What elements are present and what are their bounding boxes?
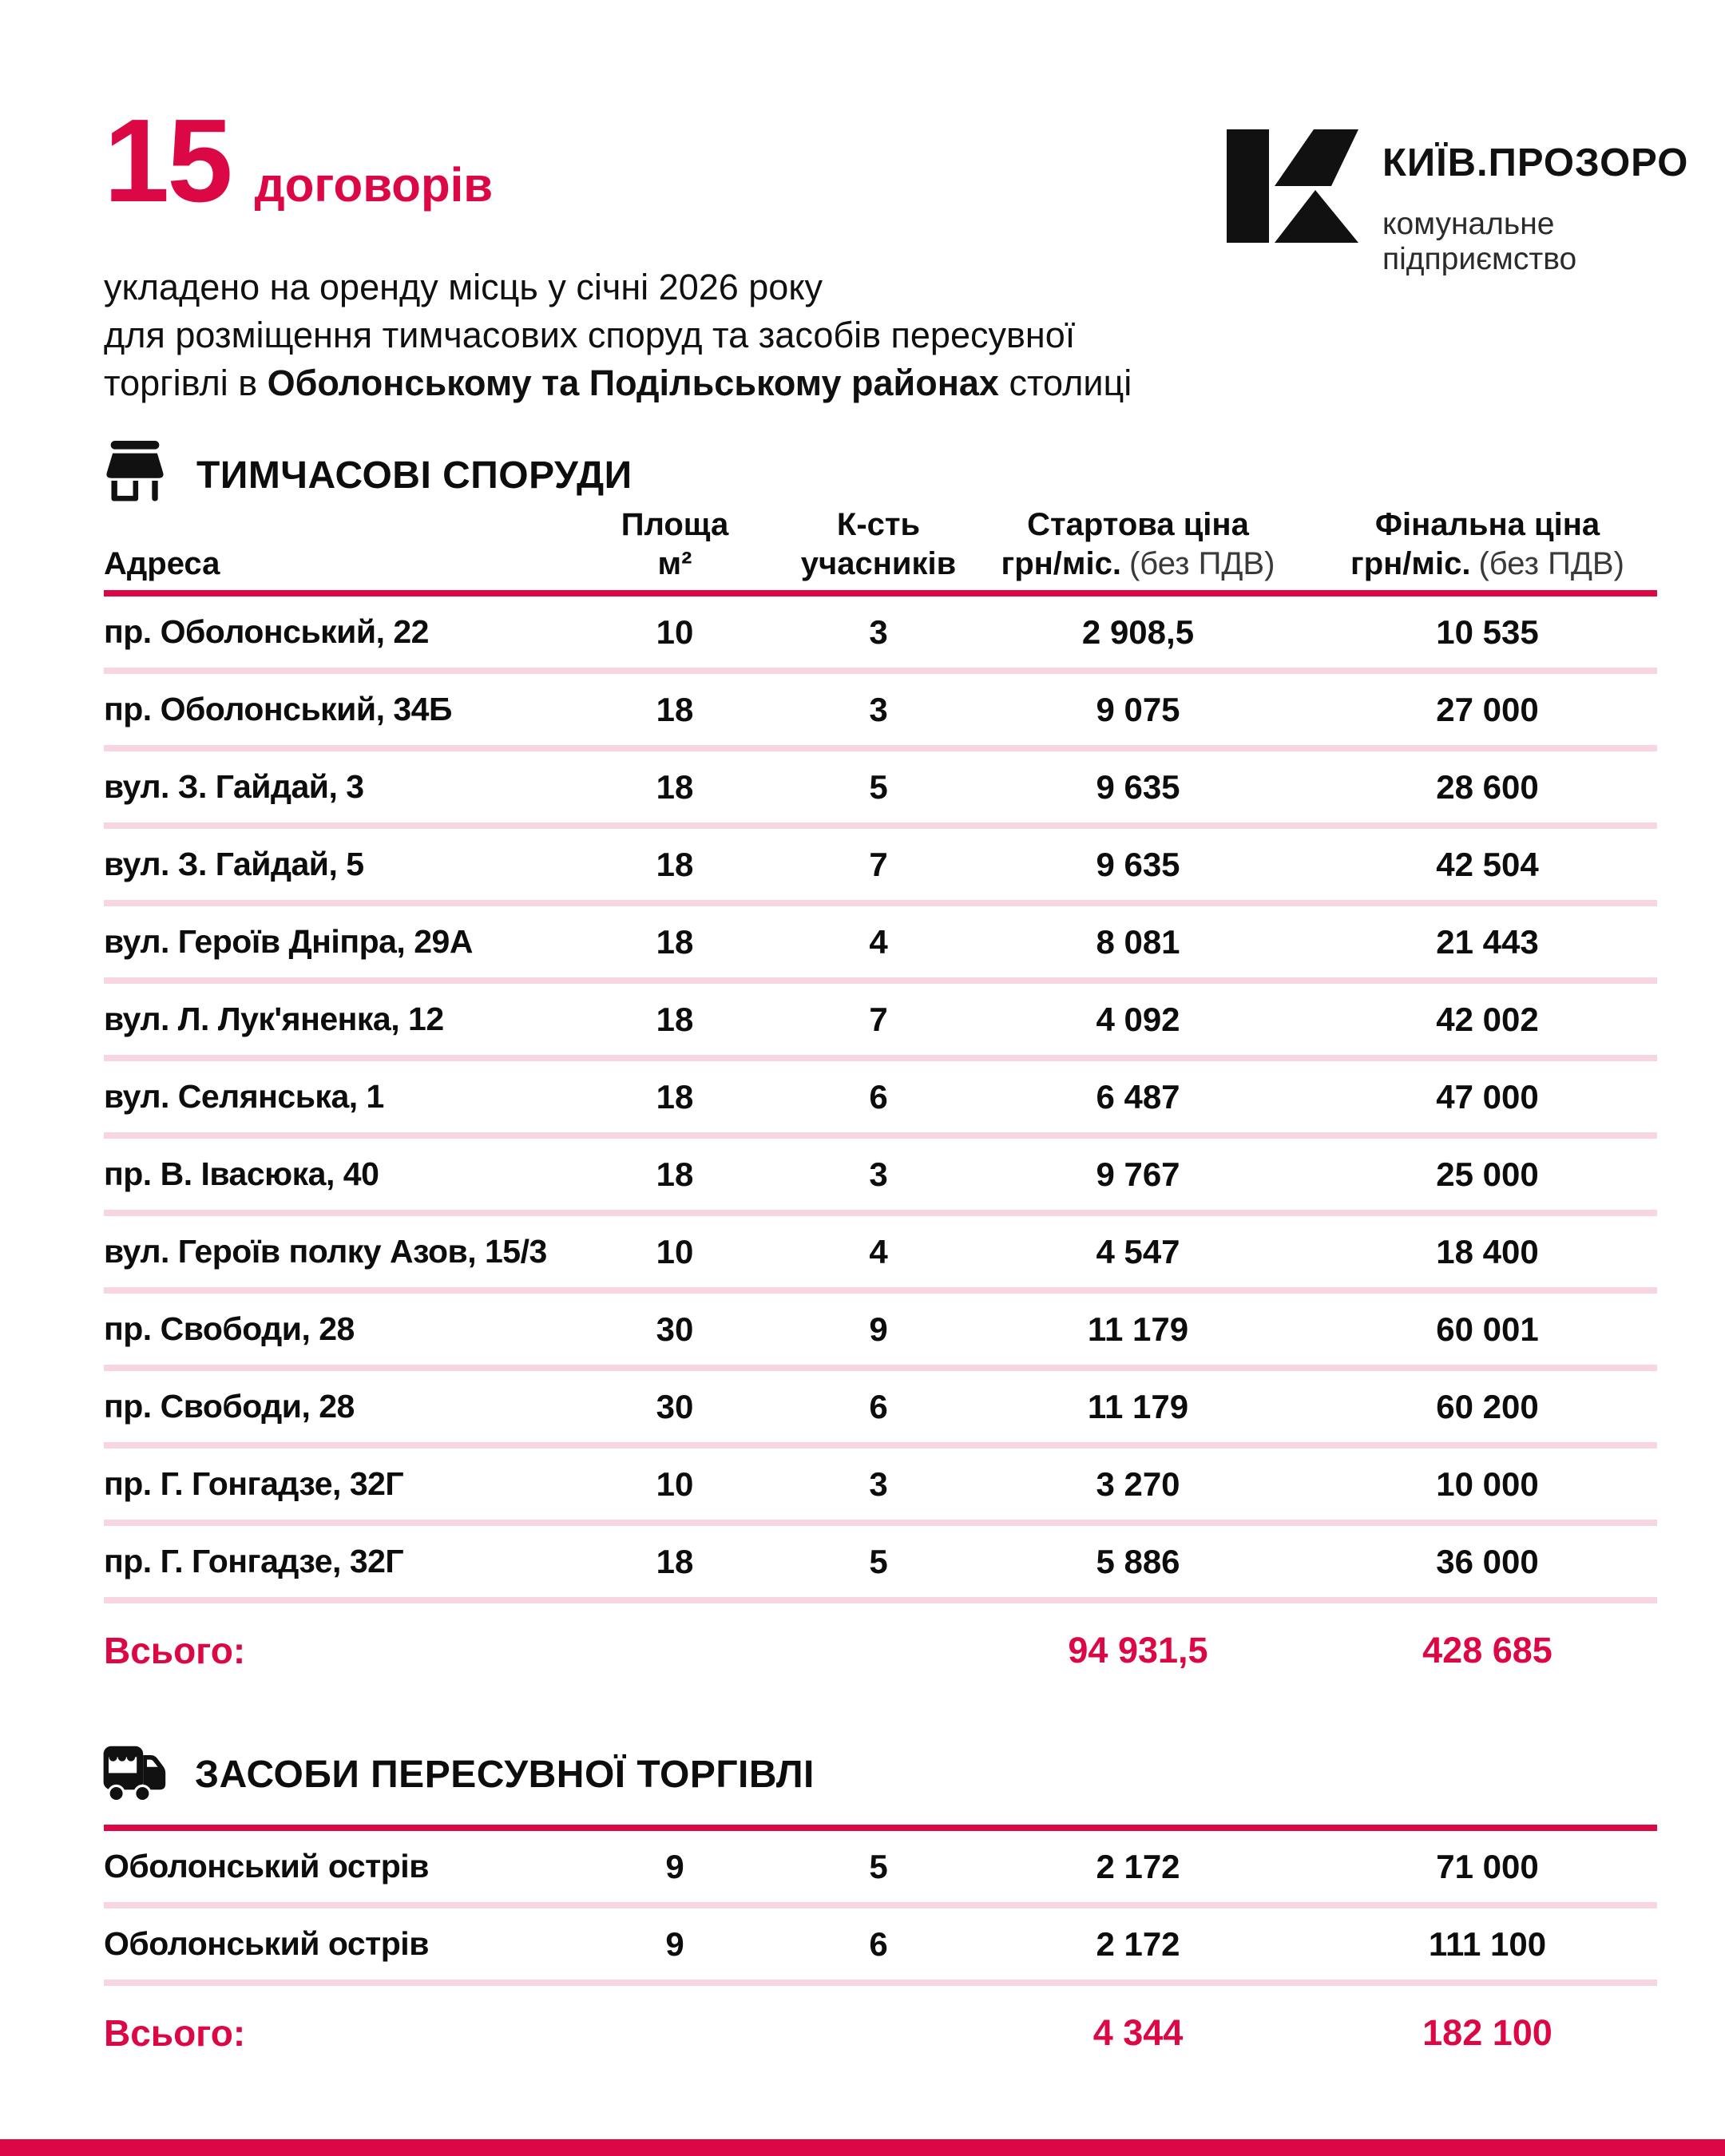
- row-address: пр. Свободи, 28: [104, 1310, 355, 1347]
- row-participants: 3: [869, 1464, 888, 1503]
- col-header-participants: [799, 505, 958, 584]
- row-area: 18: [656, 1542, 694, 1580]
- row-start-price: 9 767: [1096, 1155, 1180, 1193]
- row-start-price: 5 886: [1096, 1542, 1180, 1580]
- row-start-price: 9 075: [1096, 690, 1180, 728]
- row-area: 18: [656, 1077, 694, 1116]
- row-participants: 6: [869, 1924, 888, 1963]
- subtitle-line-3-districts: Оболонському та Подільському районах: [267, 363, 999, 403]
- row-final-price: 47 000: [1436, 1077, 1539, 1116]
- table-header: [104, 505, 1657, 584]
- row-area: 18: [656, 1000, 694, 1038]
- table-row: [104, 674, 1657, 751]
- food-truck-icon: [102, 1742, 166, 1807]
- header-rule: [104, 1825, 1657, 1831]
- row-participants: 3: [869, 1155, 888, 1193]
- subtitle-line-2: для розміщення тимчасових споруд та засобів пересувної: [104, 315, 1076, 355]
- row-address: вул. Героїв полку Азов, 15/3: [104, 1233, 547, 1270]
- row-final-price: 111 100: [1428, 1924, 1547, 1963]
- subtitle-line-3-prefix: торгівлі в: [104, 363, 268, 403]
- contracts-count: 15: [104, 95, 231, 227]
- price-unit: грн/міс.: [1350, 546, 1471, 581]
- row-area: 9: [665, 1847, 684, 1885]
- col-header-participants-line2: учасників: [800, 546, 957, 581]
- table-row: [104, 1061, 1657, 1139]
- row-area: 10: [656, 1232, 694, 1270]
- subtitle: [104, 264, 1132, 407]
- col-header-area: [551, 505, 799, 584]
- logo-text: [1382, 129, 1725, 277]
- row-address: вул. Л. Лук'яненка, 12: [104, 1001, 444, 1037]
- table-row: [104, 984, 1657, 1061]
- row-area: 10: [656, 1464, 694, 1503]
- table-row: [104, 1449, 1657, 1526]
- row-participants: 5: [869, 1542, 888, 1580]
- row-final-price: 42 002: [1436, 1000, 1539, 1038]
- col-header-participants-line1: К-сть: [836, 507, 921, 542]
- price-unit: грн/міс.: [1001, 546, 1121, 581]
- row-final-price: 25 000: [1436, 1155, 1539, 1193]
- row-address: пр. Оболонський, 34Б: [104, 691, 452, 727]
- row-participants: 7: [869, 1000, 888, 1038]
- row-address: пр. Оболонський, 22: [104, 613, 429, 650]
- kyiv-prozoro-k-icon: [1227, 129, 1358, 277]
- logo-brand: КИЇВ.ПРОЗОРО: [1382, 141, 1689, 184]
- row-participants: 6: [869, 1387, 888, 1425]
- table-row: [104, 829, 1657, 906]
- logo: [1227, 129, 1725, 277]
- col-header-start-price-title: Стартова ціна: [1027, 507, 1249, 542]
- totals-start-price: 94 931,5: [1068, 1630, 1208, 1671]
- header-rule: [104, 590, 1657, 596]
- table-row: [104, 751, 1657, 829]
- totals-final-price: 428 685: [1422, 1630, 1552, 1671]
- row-participants: 9: [869, 1310, 888, 1348]
- row-final-price: 36 000: [1436, 1542, 1539, 1580]
- row-start-price: 11 179: [1087, 1310, 1189, 1348]
- section-mobile-trade-title: ЗАСОБИ ПЕРЕСУВНОЇ ТОРГІВЛІ: [195, 1753, 815, 1796]
- temporary-structures-table: [104, 505, 1657, 1698]
- row-address: пр. Г. Гонгадзе, 32Г: [104, 1465, 404, 1502]
- totals-final-price: 182 100: [1422, 2012, 1552, 2053]
- row-final-price: 27 000: [1436, 690, 1539, 728]
- title-block: [104, 95, 1132, 407]
- row-area: 30: [656, 1387, 694, 1425]
- col-header-final-price-title: Фінальна ціна: [1374, 507, 1600, 542]
- col-header-address: Адреса: [104, 546, 220, 581]
- row-start-price: 6 487: [1096, 1077, 1180, 1116]
- table-row: [104, 906, 1657, 984]
- col-header-final-price-unit: [1318, 545, 1657, 584]
- row-start-price: 9 635: [1096, 767, 1180, 806]
- row-address: Оболонський острів: [104, 1848, 429, 1885]
- table-row: [104, 1216, 1657, 1294]
- row-start-price: 4 547: [1096, 1232, 1180, 1270]
- contracts-count-row: [104, 95, 1132, 227]
- row-area: 18: [656, 1155, 694, 1193]
- row-final-price: 10 000: [1436, 1464, 1539, 1503]
- subtitle-line-3-suffix: столиці: [998, 363, 1132, 403]
- logo-tagline: комунальне підприємство: [1382, 207, 1577, 276]
- table-row: [104, 1526, 1657, 1603]
- table-row: [104, 1908, 1657, 1986]
- table-row: [104, 1831, 1657, 1908]
- row-start-price: 2 172: [1096, 1847, 1180, 1885]
- row-address: пр. В. Івасюка, 40: [104, 1155, 379, 1192]
- row-start-price: 8 081: [1096, 922, 1180, 961]
- bottom-accent-bar: [0, 2139, 1725, 2156]
- row-area: 9: [665, 1924, 684, 1963]
- row-participants: 5: [869, 1847, 888, 1885]
- row-participants: 5: [869, 767, 888, 806]
- row-address: Оболонський острів: [104, 1925, 429, 1962]
- row-start-price: 4 092: [1096, 1000, 1180, 1038]
- row-final-price: 60 200: [1436, 1387, 1539, 1425]
- table-totals-row: [104, 1986, 1657, 2080]
- table-totals-row: [104, 1603, 1657, 1698]
- section-mobile-trade-heading: [102, 1734, 815, 1814]
- col-header-start-price: [958, 505, 1318, 584]
- section-temporary-structures-title: ТИМЧАСОВІ СПОРУДИ: [196, 454, 632, 497]
- subtitle-line-3: [104, 359, 1132, 407]
- row-area: 30: [656, 1310, 694, 1348]
- subtitle-line-1: укладено на оренду місць у січні 2026 року: [104, 267, 823, 307]
- contracts-count-label: договорів: [254, 158, 494, 212]
- row-area: 18: [656, 922, 694, 961]
- row-final-price: 71 000: [1436, 1847, 1539, 1885]
- row-address: пр. Свободи, 28: [104, 1388, 355, 1425]
- row-start-price: 11 179: [1087, 1387, 1189, 1425]
- totals-label: Всього:: [104, 2012, 246, 2054]
- vat-note: (без ПДВ): [1128, 546, 1275, 581]
- row-participants: 7: [869, 845, 888, 883]
- totals-label: Всього:: [104, 1630, 246, 1671]
- row-final-price: 10 535: [1436, 612, 1539, 651]
- row-address: вул. Героїв Дніпра, 29А: [104, 923, 473, 960]
- table-row: [104, 1371, 1657, 1449]
- table-row: [104, 1139, 1657, 1216]
- row-start-price: 3 270: [1096, 1464, 1180, 1503]
- row-final-price: 42 504: [1436, 845, 1539, 883]
- table-body: [104, 596, 1657, 1603]
- row-participants: 6: [869, 1077, 888, 1116]
- row-start-price: 2 908,5: [1081, 612, 1195, 651]
- col-header-final-price: [1318, 505, 1657, 584]
- row-participants: 4: [869, 1232, 888, 1270]
- row-start-price: 9 635: [1096, 845, 1180, 883]
- row-area: 18: [656, 845, 694, 883]
- row-address: вул. З. Гайдай, 3: [104, 768, 364, 805]
- row-final-price: 21 443: [1436, 922, 1539, 961]
- row-area: 18: [656, 690, 694, 728]
- row-participants: 4: [869, 922, 888, 961]
- col-header-area-line1: Площа: [621, 507, 729, 542]
- row-address: вул. Селянська, 1: [104, 1078, 384, 1115]
- totals-start-price: 4 344: [1092, 2012, 1184, 2053]
- row-area: 10: [656, 612, 694, 651]
- col-header-start-price-unit: [958, 545, 1318, 584]
- vat-note: (без ПДВ): [1478, 546, 1624, 581]
- table-row: [104, 596, 1657, 674]
- row-final-price: 60 001: [1436, 1310, 1539, 1348]
- row-final-price: 18 400: [1436, 1232, 1539, 1270]
- row-participants: 3: [869, 612, 888, 651]
- row-area: 18: [656, 767, 694, 806]
- row-participants: 3: [869, 690, 888, 728]
- col-header-area-line2: м²: [657, 546, 692, 581]
- table-body: [104, 1831, 1657, 1986]
- row-final-price: 28 600: [1436, 767, 1539, 806]
- table-row: [104, 1294, 1657, 1371]
- row-address: пр. Г. Гонгадзе, 32Г: [104, 1543, 404, 1579]
- mobile-trade-table: [104, 1825, 1657, 2080]
- row-address: вул. З. Гайдай, 5: [104, 846, 364, 882]
- row-start-price: 2 172: [1096, 1924, 1180, 1963]
